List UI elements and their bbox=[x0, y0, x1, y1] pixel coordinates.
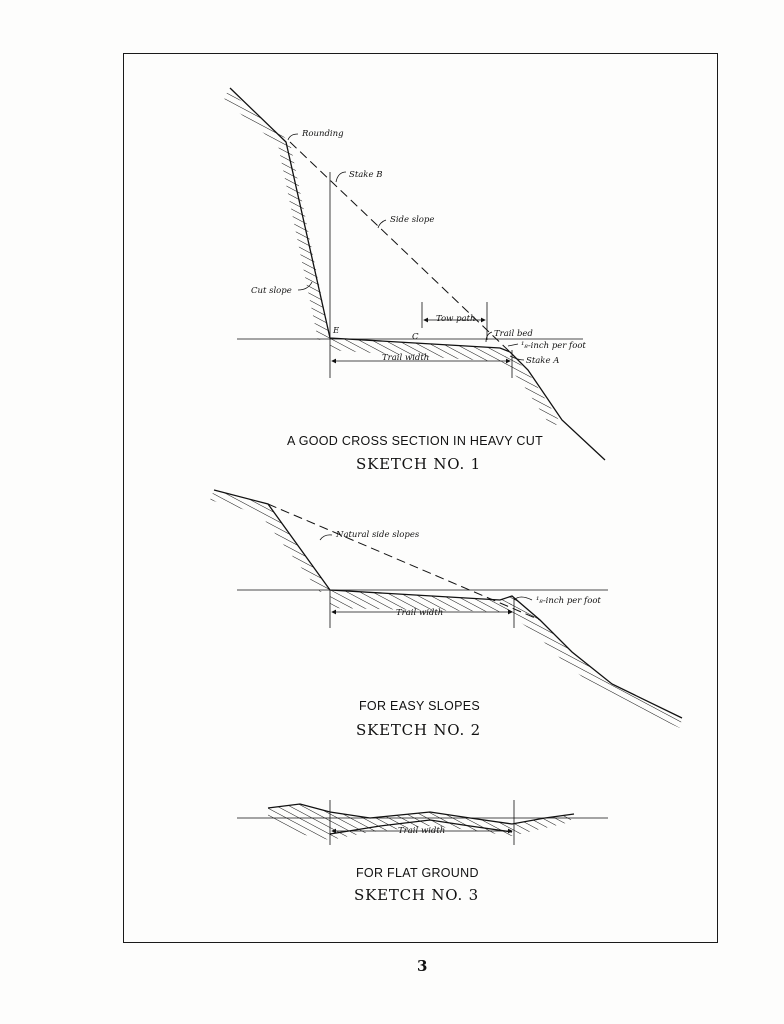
sketch1-upper-hatch bbox=[224, 90, 330, 340]
sketch1-label-rounding: Rounding bbox=[302, 129, 344, 139]
sketch1-rounding-leader bbox=[288, 134, 298, 140]
sketch2-lower-hatch bbox=[506, 596, 682, 728]
sketch2-natural-slope-leader bbox=[320, 535, 332, 540]
sketch1-slope-rate-leader bbox=[508, 344, 518, 346]
sketch-1 bbox=[224, 88, 605, 473]
sketch-3 bbox=[237, 800, 608, 904]
page-number: 3 bbox=[417, 957, 428, 975]
sketch3-title: SKETCH NO. 3 bbox=[354, 886, 479, 904]
sketch1-caption: A GOOD CROSS SECTION IN HEAVY CUT bbox=[287, 434, 544, 448]
sketch1-label-trail-width: Trail width bbox=[382, 353, 430, 363]
sketch2-label-trail-width: Trail width bbox=[396, 608, 444, 618]
sketch1-label-side-slope: Side slope bbox=[390, 215, 435, 225]
sketch1-label-tow-path: Tow path bbox=[436, 314, 476, 324]
sketch3-caption: FOR FLAT GROUND bbox=[356, 866, 479, 880]
sketch2-caption: FOR EASY SLOPES bbox=[359, 699, 480, 713]
sketch1-label-cut-slope: Cut slope bbox=[251, 286, 292, 296]
sketch1-label-trail-bed: Trail bed bbox=[494, 329, 533, 339]
sketch1-label-slope-rate: ¹₈-inch per foot bbox=[521, 341, 586, 351]
sketch2-label-natural-side-slopes: Natural side slopes bbox=[336, 530, 420, 540]
sketch1-label-stake-b: Stake B bbox=[349, 170, 383, 180]
sketch-2 bbox=[210, 490, 682, 739]
sketch1-stake-b-leader bbox=[336, 172, 346, 182]
sketch1-ground-profile bbox=[230, 88, 605, 460]
sketch2-label-slope-rate: ¹₈-inch per foot bbox=[536, 596, 601, 606]
sketch1-label-point-e: E bbox=[333, 326, 340, 336]
sketch3-label-trail-width: Trail width bbox=[398, 826, 446, 836]
sketch1-label-stake-a: Stake A bbox=[526, 356, 560, 366]
sketch1-side-slope-leader bbox=[378, 220, 386, 228]
sketch1-label-point-c: C bbox=[412, 332, 419, 342]
sketch2-title: SKETCH NO. 2 bbox=[356, 721, 481, 739]
sketch1-title: SKETCH NO. 1 bbox=[356, 455, 481, 473]
